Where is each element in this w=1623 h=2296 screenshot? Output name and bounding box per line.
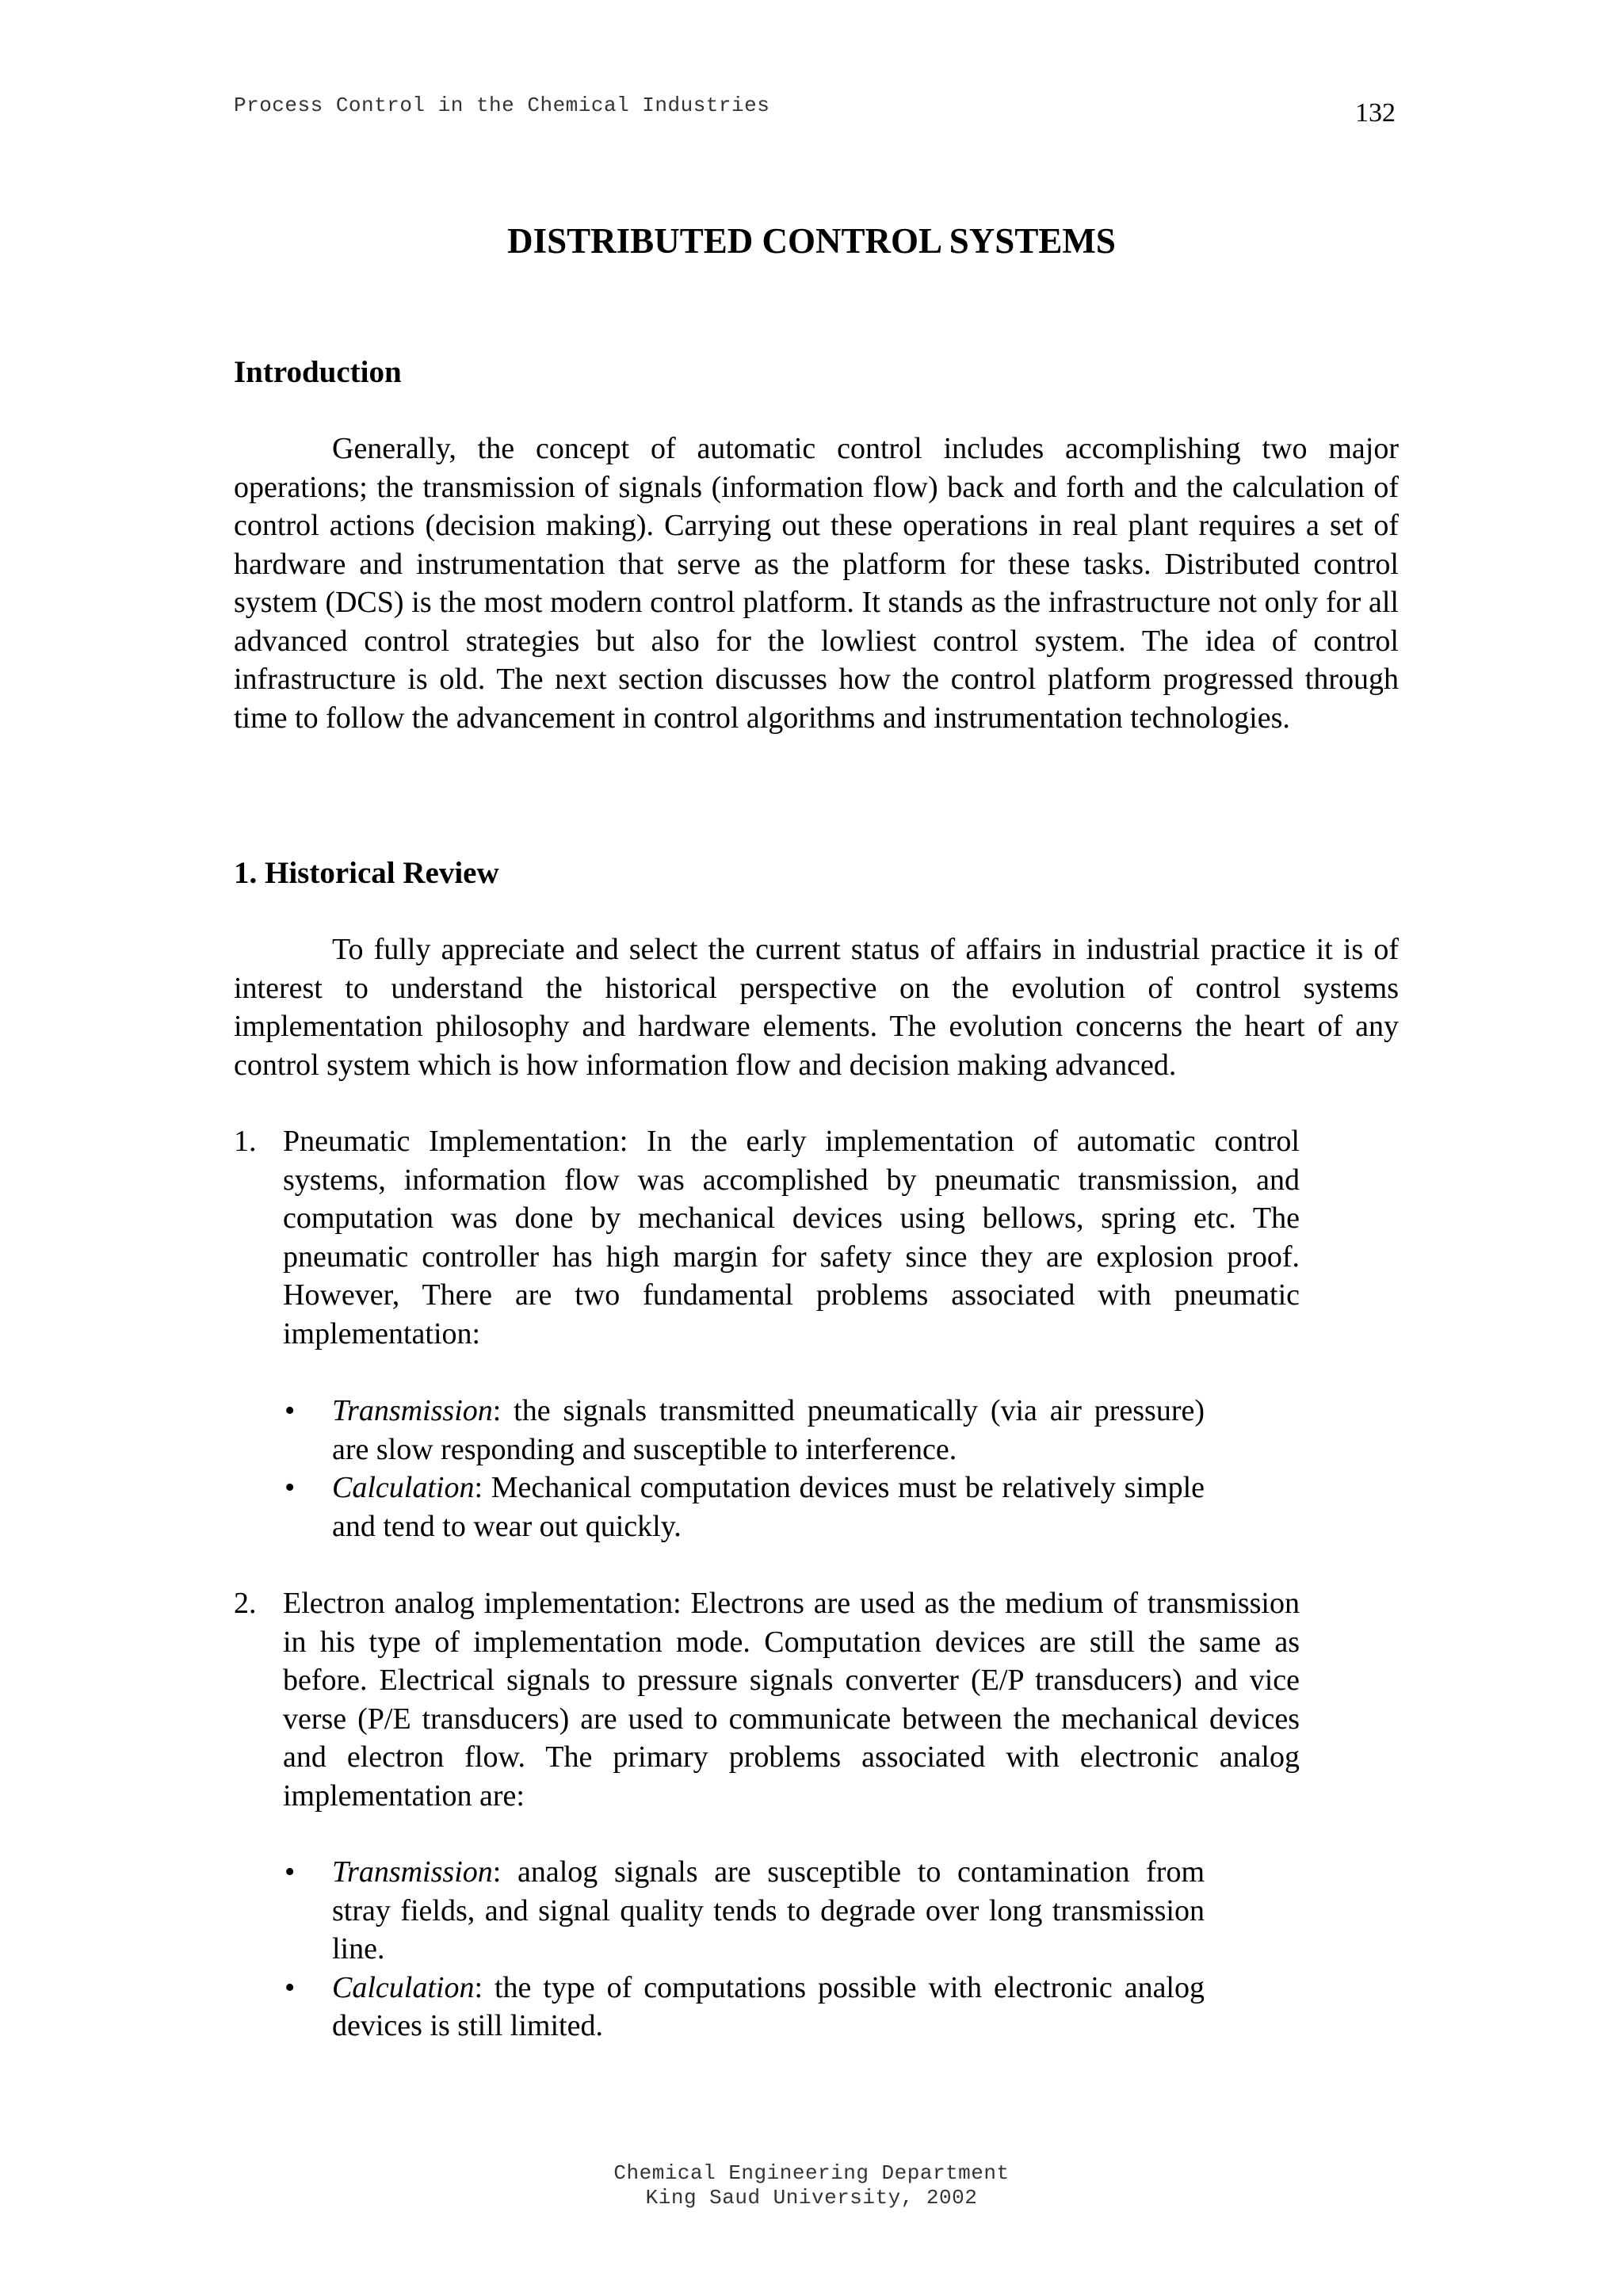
item-1-bullet-list	[283, 1392, 1205, 1545]
item-text: Electron analog implementation: Electrons are used as the medium of transmission in his type of implementation mode. Computation devices are still the same as before. Electrical signals to pressure signals converter (E/P transducers) and vice verse (P/E transducers) are used to communicate between the mechanical devices and electron flow. The primary problems associated with electronic analog implementation are:	[283, 1587, 1300, 1813]
bullet-term: Calculation	[332, 1471, 475, 1504]
bullet-term: Transmission	[332, 1855, 493, 1889]
bullet-item	[283, 1969, 1205, 2046]
bullet-text: : the type of computations possible with electronic analog devices is still limited.	[332, 1970, 1205, 2042]
bullet-icon: •	[285, 1471, 296, 1504]
bullet-term: Calculation	[332, 1970, 475, 2004]
bullet-term: Transmission	[332, 1394, 493, 1427]
historical-review-heading: 1. Historical Review	[234, 856, 499, 890]
bullet-item	[283, 1469, 1205, 1545]
bullet-item	[283, 1853, 1205, 1969]
item-number: 2.	[234, 1587, 257, 1620]
bullet-item	[283, 1392, 1205, 1469]
footer-department: Chemical Engineering Department	[613, 2161, 1010, 2185]
numbered-item-2	[234, 1584, 1300, 1815]
introduction-paragraph-text: Generally, the concept of automatic control includes accomplishing two major operations; the transmission of signals (information flow) back and forth and the calculation of control actions (decision making). Carrying out these operations in real plant requires a set of hardware and instrumentation that serve as the platform for these tasks. Distributed control system (DCS) is the most modern control platform. It stands as the infrastructure not only for all advanced control strategies but also for the lowliest control system. The idea of control infrastructure is old. The next section discusses how the control platform progressed through time to follow the advancement in control algorithms and instrumentation technologies.	[234, 432, 1399, 735]
bullet-text: : the signals transmitted pneumatically (via air pressure) are slow responding and susceptible to interference.	[332, 1394, 1205, 1466]
item-number: 1.	[234, 1125, 257, 1158]
bullet-icon: •	[285, 1394, 296, 1427]
bullet-text: : Mechanical computation devices must be relatively simple and tend to wear out quickly.	[332, 1471, 1205, 1543]
bullet-icon: •	[285, 1855, 296, 1889]
page-footer	[0, 2161, 1623, 2210]
introduction-paragraph	[234, 430, 1399, 737]
introduction-heading: Introduction	[234, 355, 402, 389]
numbered-item-1	[234, 1122, 1300, 1353]
item-text: Pneumatic Implementation: In the early implementation of automatic control systems, information flow was accomplished by pneumatic transmission, and computation was done by mechanical devices using bellows, spring etc. The pneumatic controller has high margin for safety since they are explosion proof. However, There are two fundamental problems associated with pneumatic implementation:	[283, 1125, 1300, 1350]
bullet-icon: •	[285, 1970, 296, 2004]
historical-review-paragraph-text: To fully appreciate and select the current status of affairs in industrial practice it is of interest to understand the historical perspective on the evolution of control systems implementation philosophy and hardware elements. The evolution concerns the heart of any control system which is how information flow and decision making advanced.	[234, 933, 1399, 1082]
historical-review-paragraph	[234, 930, 1399, 1084]
running-header: Process Control in the Chemical Industries	[234, 94, 770, 117]
page-number: 132	[1355, 98, 1396, 128]
footer-university: King Saud University, 2002	[645, 2186, 978, 2210]
document-title: DISTRIBUTED CONTROL SYSTEMS	[507, 221, 1116, 261]
bullet-text: : analog signals are susceptible to contamination from stray fields, and signal quality tends to degrade over long transmission line.	[332, 1855, 1205, 1966]
item-2-bullet-list	[283, 1853, 1205, 2046]
